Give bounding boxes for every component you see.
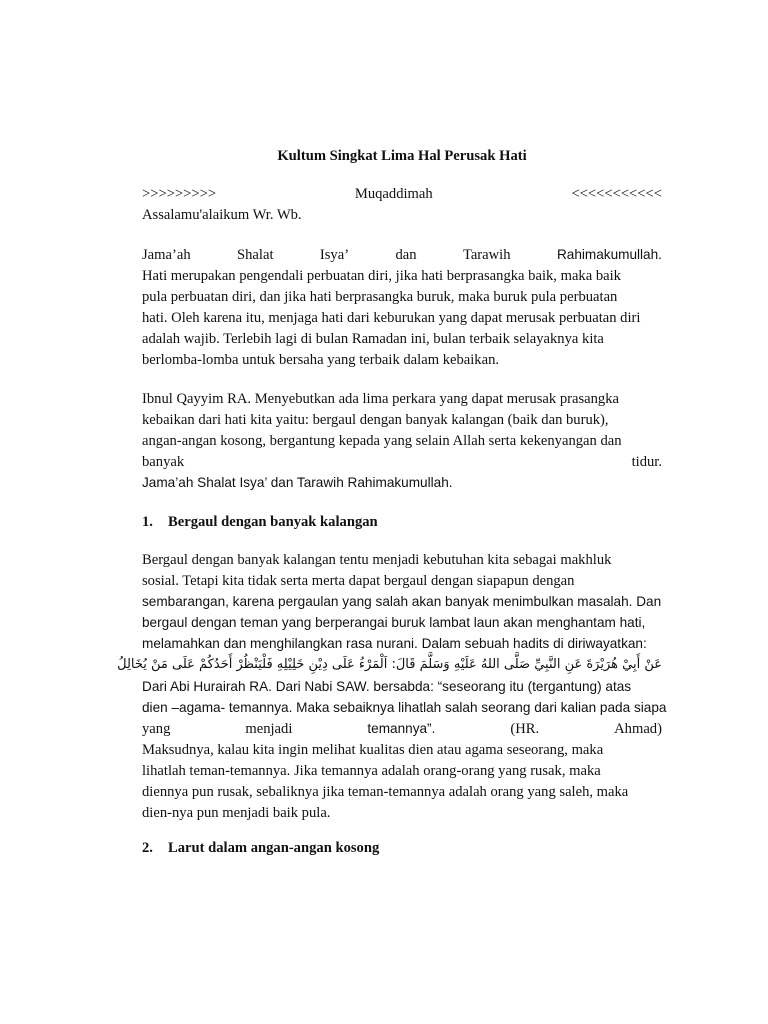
- paragraph-line: melamahkan dan menghilangkan rasa nurani. Dalam sebuah hadits di diriwayatkan:: [142, 636, 647, 651]
- greeting-word: Isya’: [319, 247, 350, 263]
- page-title: Kultum Singkat Lima Hal Perusak Hati: [277, 148, 527, 164]
- greeting-word: Tarawih: [462, 247, 511, 263]
- salam-line: Assalamu'alaikum Wr. Wb.: [142, 207, 302, 223]
- word: temannya”.: [367, 721, 436, 736]
- paragraph-line: sembarangan, karena pergaulan yang salah akan banyak menimbulkan masalah. Dan: [142, 594, 662, 609]
- greeting-word: Rahimakumullah.: [556, 247, 662, 262]
- section-title: Larut dalam angan-angan kosong: [168, 840, 380, 856]
- paragraph-line: bergaul dengan teman yang berperangai buruk lambat laun akan menghantam hati,: [142, 615, 646, 630]
- word: menjadi: [245, 721, 293, 737]
- word: tidur.: [631, 454, 662, 470]
- paragraph-line: [142, 452, 662, 473]
- section-heading: [142, 512, 662, 533]
- paragraph-line: Hati merupakan pengendali perbuatan diri, jika hati berprasangka baik, maka baik: [142, 268, 621, 284]
- paragraph-line: lihatlah teman-temannya. Jika temannya adalah orang-orang yang rusak, maka: [142, 763, 601, 779]
- section-number: 2.: [142, 840, 153, 856]
- muqaddimah-label: Muqaddimah: [354, 186, 433, 202]
- paragraph-line: dien-nya pun menjadi baik pula.: [142, 805, 331, 821]
- greeting-line: [142, 245, 662, 266]
- paragraph-line: angan-angan kosong, bergantung kepada yang selain Allah serta kekenyangan dan: [142, 433, 622, 449]
- muqaddimah-left-marker: >>>>>>>>>: [142, 186, 217, 202]
- arabic-hadith: عَنْ أَبِيْ هُرَيْرَةَ عَنِ النَّبِيِّ صَلَّى اللهُ عَلَيْهِ وَسَلَّمَ قَالَ: اَلْمَرْءُ عَلَى دِيْنِ خَلِيْلِهِ فَلْيَنْظُرْ أَحَدُكُمْ عَلَى مَنْ يُخَالِلُ: [117, 657, 662, 672]
- paragraph-line: dien –agama- temannya. Maka sebaiknya lihatlah salah seorang dari kalian pada siapa: [142, 700, 667, 715]
- greeting-word: dan: [395, 247, 417, 263]
- greeting-word: Jama’ah: [142, 247, 191, 263]
- section-title: Bergaul dengan banyak kalangan: [168, 514, 378, 530]
- section-heading: [142, 838, 662, 859]
- paragraph-line: sosial. Tetapi kita tidak serta merta dapat bergaul dengan siapapun dengan: [142, 573, 575, 589]
- paragraph-line: hati. Oleh karena itu, menjaga hati dari keburukan yang dapat merusak perbuatan diri: [142, 310, 641, 326]
- word: Ahmad): [614, 721, 662, 737]
- paragraph-line: Dari Abi Hurairah RA. Dari Nabi SAW. bersabda: “seseorang itu (tergantung) atas: [142, 679, 632, 694]
- paragraph-line: Bergaul dengan banyak kalangan tentu menjadi kebutuhan kita sebagai makhluk: [142, 552, 612, 568]
- section-number: 1.: [142, 514, 153, 530]
- muqaddimah-right-marker: <<<<<<<<<<<: [571, 186, 662, 202]
- word: banyak: [142, 454, 185, 470]
- word: (HR.: [510, 721, 540, 737]
- word: yang: [142, 721, 171, 737]
- paragraph-line: berlomba-lomba untuk bersaha yang terbaik dalam kebaikan.: [142, 352, 500, 368]
- greeting-word: Shalat: [237, 247, 274, 263]
- muqaddimah-line: [142, 184, 662, 205]
- paragraph-line: [142, 719, 662, 740]
- paragraph-line: Ibnul Qayyim RA. Menyebutkan ada lima perkara yang dapat merusak prasangka: [142, 391, 619, 407]
- paragraph-line: diennya pun rusak, sebaliknya jika teman-temannya adalah orang yang saleh, maka: [142, 784, 629, 800]
- paragraph-line: adalah wajib. Terlebih lagi di bulan Ramadan ini, bulan terbaik selayaknya kita: [142, 331, 604, 347]
- paragraph-line: kebaikan dari hati kita yaitu: bergaul dengan banyak kalangan (baik dan buruk),: [142, 412, 609, 428]
- paragraph-line: Maksudnya, kalau kita ingin melihat kualitas dien atau agama seseorang, maka: [142, 742, 604, 758]
- paragraph-line: pula perbuatan diri, dan jika hati berprasangka buruk, maka buruk pula perbuatan: [142, 289, 618, 305]
- closing-line: Jama’ah Shalat Isya’ dan Tarawih Rahimakumullah.: [142, 475, 453, 490]
